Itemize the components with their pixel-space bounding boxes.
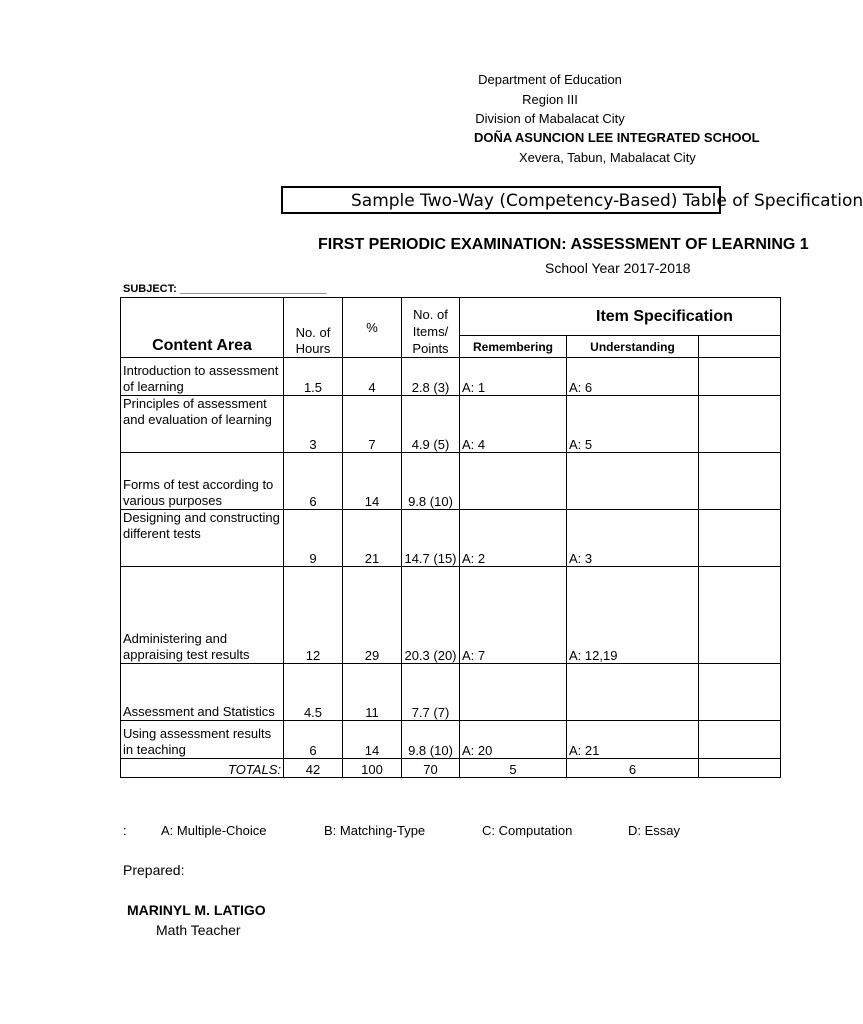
school-year: School Year 2017-2018 — [545, 260, 691, 276]
header-hours: No. of Hours — [284, 298, 343, 358]
tos-table — [120, 297, 781, 778]
row-understanding — [567, 453, 699, 510]
row-extra — [699, 567, 781, 664]
row-understanding: A: 21 — [567, 721, 699, 759]
totals-percent: 100 — [343, 759, 402, 778]
row-remembering — [460, 453, 567, 510]
row-hours: 1.5 — [284, 358, 343, 396]
row-understanding: A: 5 — [567, 396, 699, 453]
row-extra — [699, 396, 781, 453]
totals-row — [121, 759, 781, 778]
row-items: 20.3 (20) — [402, 567, 460, 664]
header-percent: % — [343, 298, 402, 358]
row-content: Introduction to assessment of learning — [121, 358, 284, 396]
row-content: Principles of assessment and evaluation of learning — [121, 396, 284, 453]
legend-multiple-choice: A: Multiple-Choice — [161, 823, 267, 838]
tos-table-wrapper — [120, 297, 733, 787]
legend-computation: C: Computation — [482, 823, 573, 838]
row-understanding — [567, 664, 699, 721]
totals-label: TOTALS: — [121, 759, 284, 778]
row-remembering: A: 2 — [460, 510, 567, 567]
table-row — [121, 567, 781, 664]
table-row — [121, 358, 781, 396]
row-understanding: A: 3 — [567, 510, 699, 567]
row-content: Administering and appraising test results — [121, 567, 284, 664]
header-applying-cell — [699, 336, 781, 358]
row-remembering: A: 20 — [460, 721, 567, 759]
header-understanding: Understanding — [567, 336, 699, 358]
row-content: Using assessment results in teaching — [121, 721, 284, 759]
row-extra — [699, 510, 781, 567]
row-extra — [699, 453, 781, 510]
header-items: No. of Items/ Points — [402, 298, 460, 358]
legend-matching-type: B: Matching-Type — [324, 823, 426, 838]
signatory-name: MARINYL M. LATIGO — [127, 902, 266, 918]
row-percent: 14 — [343, 453, 402, 510]
signatory-role: Math Teacher — [156, 922, 241, 938]
division-name: Division of Mabalacat City — [475, 111, 625, 126]
subject-label: SUBJECT: ________________________ — [123, 283, 327, 295]
row-percent: 11 — [343, 664, 402, 721]
row-extra — [699, 358, 781, 396]
school-name: DOÑA ASUNCION LEE INTEGRATED SCHOOL — [474, 130, 760, 145]
row-items: 7.7 (7) — [402, 664, 460, 721]
table-row — [121, 510, 781, 567]
totals-extra — [699, 759, 781, 778]
totals-items: 70 — [402, 759, 460, 778]
table-row — [121, 396, 781, 453]
exam-title: FIRST PERIODIC EXAMINATION: ASSESSMENT OF LEARNING 1 — [318, 236, 809, 253]
legend-essay: D: Essay — [628, 823, 681, 838]
header-item-spec: Item Specification — [460, 298, 781, 336]
region-name: Region III — [522, 92, 578, 107]
row-percent: 14 — [343, 721, 402, 759]
prepared-label: Prepared: — [123, 862, 185, 878]
row-items: 9.8 (10) — [402, 453, 460, 510]
row-content: Forms of test according to various purposes — [121, 453, 284, 510]
row-remembering: A: 4 — [460, 396, 567, 453]
row-understanding: A: 12,19 — [567, 567, 699, 664]
row-items: 4.9 (5) — [402, 396, 460, 453]
totals-remembering: 5 — [460, 759, 567, 778]
table-row — [121, 664, 781, 721]
totals-understanding: 6 — [567, 759, 699, 778]
row-remembering: A: 1 — [460, 358, 567, 396]
totals-hours: 42 — [284, 759, 343, 778]
row-percent: 21 — [343, 510, 402, 567]
table-row — [121, 453, 781, 510]
row-percent: 7 — [343, 396, 402, 453]
row-items: 9.8 (10) — [402, 721, 460, 759]
row-content: Assessment and Statistics — [121, 664, 284, 721]
document-title: Sample Two-Way (Competency-Based) Table of Specification — [281, 186, 721, 214]
table-row — [121, 721, 781, 759]
header-remembering: Remembering — [460, 336, 567, 358]
row-understanding: A: 6 — [567, 358, 699, 396]
school-address: Xevera, Tabun, Mabalacat City — [519, 150, 696, 165]
row-remembering — [460, 664, 567, 721]
row-percent: 4 — [343, 358, 402, 396]
dept-name: Department of Education — [478, 72, 622, 87]
row-items: 14.7 (15) — [402, 510, 460, 567]
legend-colon: : — [123, 823, 127, 838]
row-hours: 9 — [284, 510, 343, 567]
row-items: 2.8 (3) — [402, 358, 460, 396]
row-percent: 29 — [343, 567, 402, 664]
row-hours: 4.5 — [284, 664, 343, 721]
row-hours: 6 — [284, 721, 343, 759]
row-extra — [699, 664, 781, 721]
row-hours: 3 — [284, 396, 343, 453]
row-extra — [699, 721, 781, 759]
row-hours: 12 — [284, 567, 343, 664]
row-content: Designing and constructing different tests — [121, 510, 284, 567]
header-content-area: Content Area — [121, 298, 284, 358]
row-remembering: A: 7 — [460, 567, 567, 664]
row-hours: 6 — [284, 453, 343, 510]
